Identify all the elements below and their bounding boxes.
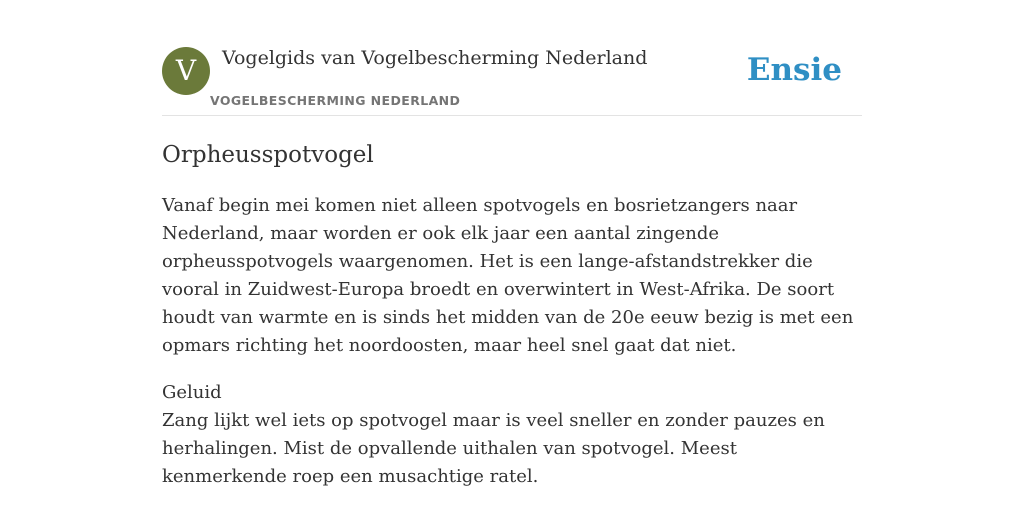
source-avatar[interactable]: V: [162, 47, 210, 95]
source-organization[interactable]: VOGELBESCHERMING NEDERLAND: [210, 93, 461, 108]
article-header: [162, 0, 862, 116]
article-title: Orpheusspotvogel: [162, 142, 374, 168]
article-section-sound: [162, 379, 862, 491]
source-title[interactable]: Vogelgids van Vogelbescherming Nederland: [222, 47, 648, 69]
article-paragraph-sound: Zang lijkt wel iets op spotvogel maar is veel sneller en zonder pauzes en herhalingen. Mist de opvallende uithalen van spotvogel. Meest kenmerkende roep een musachtige ratel.: [162, 410, 825, 487]
section-heading: Geluid: [162, 382, 222, 403]
article-container: [162, 0, 862, 487]
ensie-logo-link[interactable]: Ensie: [746, 52, 842, 88]
article-paragraph-intro: Vanaf begin mei komen niet alleen spotvogels en bosrietzangers naar Nederland, maar worden er ook elk jaar een aantal zingende orpheusspotvogels waargenomen. Het is een lange-afstandstrekker die vooral in Zuidwest-Europa broedt en overwintert in West-Afrika. De soort houdt van warmte en is sinds het midden van de 20e eeuw bezig is met een opmars richting het noordoosten, maar heel snel gaat dat niet.: [162, 195, 854, 356]
